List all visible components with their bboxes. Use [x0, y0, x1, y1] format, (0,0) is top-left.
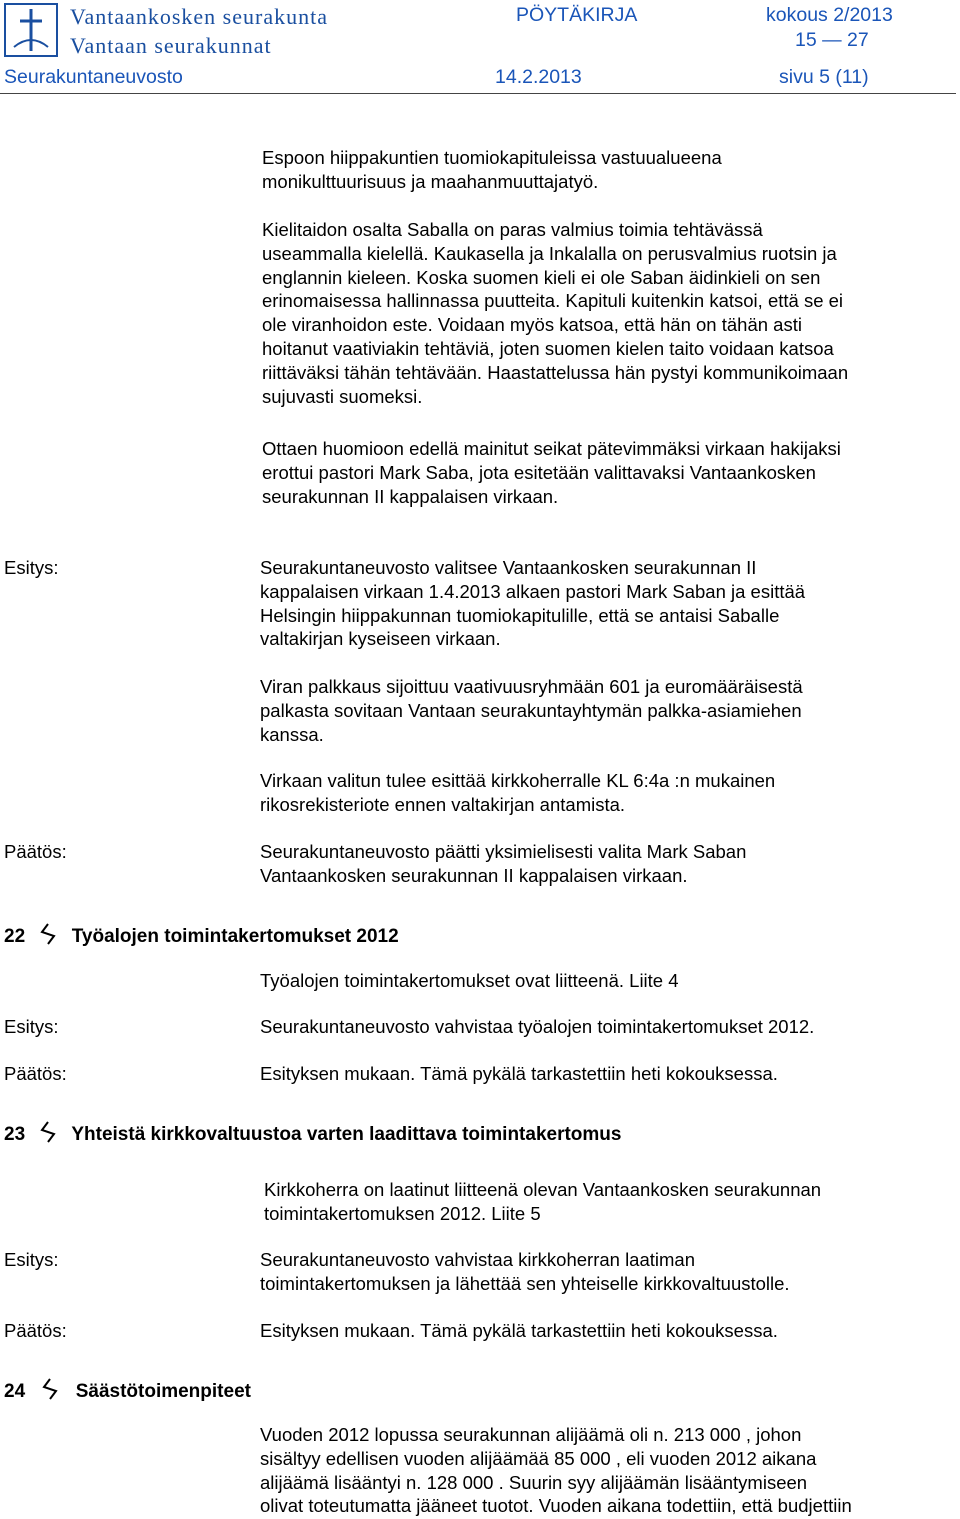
- text-line: Kirkkoherra on laatinut liitteenä olevan Vantaankosken seurakunnan: [264, 1179, 822, 1200]
- text-line: seurakunnan II kappalaisen virkaan.: [262, 485, 559, 507]
- text-line: erottui pastori Mark Saba, jota esitetään valittavaksi Vantaankosken: [262, 461, 816, 483]
- text-line: monikulttuurisuus ja maahanmuuttajatyö.: [262, 170, 599, 192]
- section-heading: [4, 922, 399, 952]
- paatos-text: [260, 840, 746, 888]
- section-heading: [4, 1377, 251, 1407]
- page-number: sivu 5 (11): [779, 66, 869, 88]
- text-line: Seurakuntaneuvosto valitsee Vantaankosken seurakunnan II: [260, 557, 757, 578]
- text-line: hoitanut vaativiakin tehtäviä, joten suomen kielen taito voidaan katsoa: [262, 337, 834, 359]
- section-range: 15 — 27: [795, 29, 869, 51]
- text-line: kappalaisen virkaan 1.4.2013 alkaen pastori Mark Saban ja esittää: [260, 580, 806, 602]
- text-line: ole viranhoidon este. Voidaan myös katsoa, että hän on tähän asti: [262, 314, 802, 336]
- text-line: Seurakuntaneuvosto vahvistaa kirkkoherran laatiman: [260, 1249, 695, 1270]
- paatos-text: Esityksen mukaan. Tämä pykälä tarkastettiin heti kokouksessa.: [260, 1320, 778, 1341]
- paatos-label: Päätös:: [4, 1320, 67, 1341]
- esitys-text: [260, 1248, 790, 1296]
- text-line: kanssa.: [260, 723, 324, 745]
- paatos-text: Esityksen mukaan. Tämä pykälä tarkastettiin heti kokouksessa.: [260, 1063, 778, 1084]
- paatos-label: Päätös:: [4, 1063, 67, 1084]
- text-line: alijäämä lisääntyi n. 128 000 . Suurin syy alijäämän lisääntymiseen: [260, 1471, 808, 1493]
- section-heading: [4, 1120, 621, 1150]
- text-line: Helsingin hiippakunnan tuomiokapitulille, että se antaisi Saballe: [260, 604, 780, 626]
- section-number: 23: [4, 1124, 26, 1146]
- text-line: useammalla kielellä. Kaukasella ja Inkalalla on perusvalmius ruotsin ja: [262, 242, 837, 264]
- paragraph: [262, 437, 841, 508]
- text-line: Viran palkkaus sijoittuu vaativuusryhmään 601 ja euromääräisestä: [260, 676, 803, 697]
- section-text: Työalojen toimintakertomukset ovat liitteenä. Liite 4: [260, 970, 679, 991]
- org-name-line1: Vantaankosken seurakunta: [70, 4, 328, 29]
- esitys-label: Esitys:: [4, 1249, 59, 1270]
- text-line: palkasta sovitaan Vantaan seurakuntayhtymän palkka-asiamiehen: [260, 699, 802, 721]
- text-line: sujuvasti suomeksi.: [262, 385, 423, 407]
- text-line: riittäväksi tähän tehtävään. Haastattelussa hän pystyi kommunikoimaan: [262, 361, 849, 383]
- text-line: rikosrekisteriote ennen valtakirjan antamista.: [260, 793, 626, 815]
- section-number: 24: [4, 1381, 26, 1403]
- header-divider: [0, 93, 956, 94]
- text-line: toimintakertomuksen 2012. Liite 5: [264, 1202, 541, 1224]
- org-name-line2: Vantaan seurakunnat: [70, 33, 272, 58]
- parish-logo: [4, 3, 58, 57]
- section-text: [260, 1423, 852, 1518]
- section-number: 22: [4, 926, 26, 948]
- text-line: erinomaisessa hallinnassa puutteita. Kapituli kuitenkin katsoi, että se ei: [262, 290, 844, 312]
- text-line: englannin kieleen. Koska suomen kieli ei ole Saban äidinkieli on sen: [262, 266, 821, 288]
- committee-name: Seurakuntaneuvosto: [4, 66, 183, 88]
- section-text: [264, 1178, 821, 1226]
- paragraph: [262, 146, 722, 194]
- text-line: olivat toteutumatta jääneet tuotot. Vuoden aikana todettiin, että budjettiin: [260, 1495, 852, 1517]
- paatos-label: Päätös:: [4, 841, 67, 862]
- esitys-label: Esitys:: [4, 1016, 59, 1037]
- text-line: Vuoden 2012 lopussa seurakunnan alijäämä oli n. 213 000 , johon: [260, 1424, 802, 1445]
- section-sign-icon: [30, 1120, 66, 1150]
- text-line: Kielitaidon osalta Saballa on paras valmius toimia tehtävässä: [262, 219, 763, 240]
- text-line: valtakirjan kyseiseen virkaan.: [260, 628, 501, 650]
- paragraph: [260, 769, 775, 817]
- esitys-label: Esitys:: [4, 557, 59, 578]
- paragraph: [262, 218, 848, 408]
- section-sign-icon: [30, 922, 66, 952]
- section-title: Työalojen toimintakertomukset 2012: [71, 926, 399, 948]
- section-title: Säästötoimenpiteet: [75, 1381, 251, 1403]
- document-type: PÖYTÄKIRJA: [516, 4, 638, 26]
- text-line: Espoon hiippakuntien tuomiokapituleissa vastuualueena: [262, 147, 722, 168]
- text-line: Vantaankosken seurakunnan II kappalaisen virkaan.: [260, 864, 688, 886]
- text-line: toimintakertomuksen ja lähettää sen yhteiselle kirkkovaltuustolle.: [260, 1272, 790, 1294]
- text-line: sisältyy edellisen vuoden alijäämää 85 000 , eli vuoden 2012 aikana: [260, 1447, 817, 1469]
- section-title: Yhteistä kirkkovaltuustoa varten laadittava toimintakertomus: [71, 1124, 622, 1146]
- meeting-number: kokous 2/2013: [766, 4, 893, 26]
- esitys-text: Seurakuntaneuvosto vahvistaa työalojen toimintakertomukset 2012.: [260, 1016, 815, 1037]
- meeting-date: 14.2.2013: [495, 66, 582, 88]
- section-sign-icon: [30, 1377, 70, 1407]
- text-line: Virkaan valitun tulee esittää kirkkoherralle KL 6:4a :n mukainen: [260, 770, 776, 791]
- paragraph: [260, 675, 803, 746]
- esitys-text: [260, 556, 805, 651]
- text-line: Seurakuntaneuvosto päätti yksimielisesti valita Mark Saban: [260, 841, 747, 862]
- text-line: Ottaen huomioon edellä mainitut seikat pätevimmäksi virkaan hakijaksi: [262, 438, 841, 459]
